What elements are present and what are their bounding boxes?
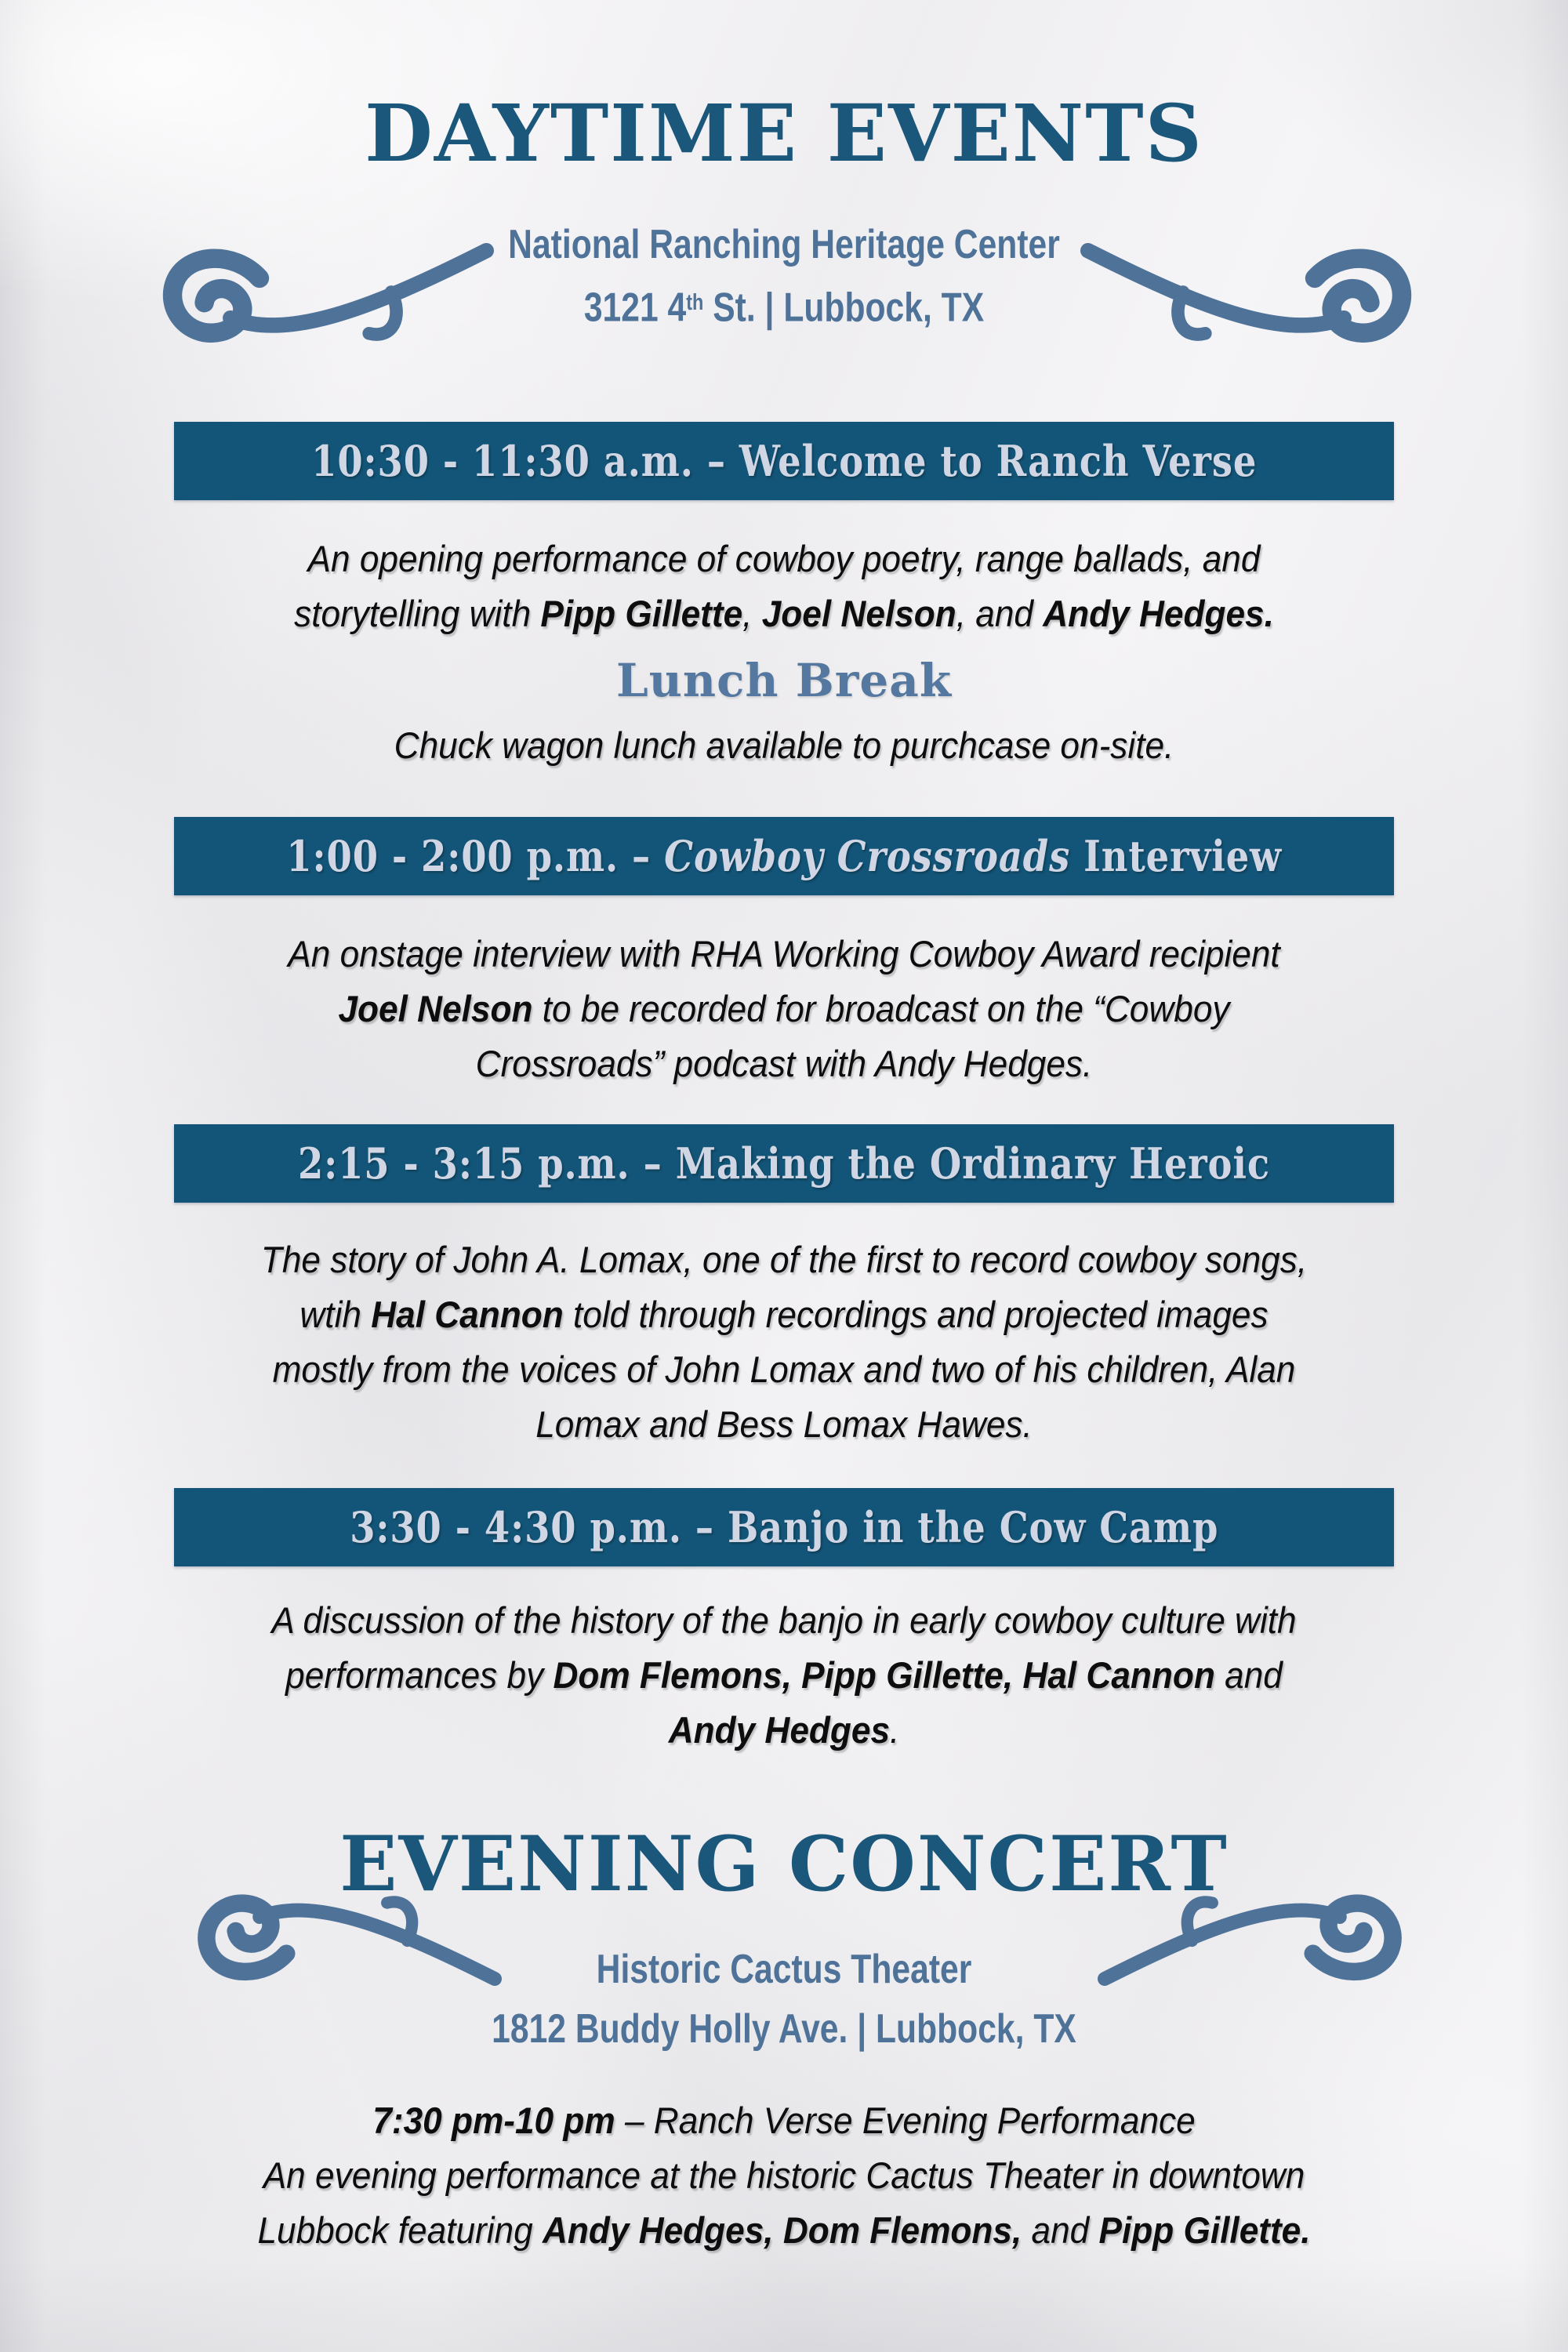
event-banner	[174, 1124, 1394, 1203]
evening-description	[0, 2093, 1568, 2258]
venue-name-text: Historic Cactus Theater	[596, 1947, 972, 1993]
event-banner-text	[219, 1138, 1349, 1189]
text-line: Lubbock featuring Andy Hedges, Dom Flemons, and Pipp Gillette.	[257, 2209, 1311, 2252]
daytime-venue-name	[0, 221, 1568, 268]
event-block-welcome	[0, 422, 1568, 641]
text-line: 7:30 pm-10 pm – Ranch Verse Evening Performance	[372, 2100, 1196, 2142]
lunch-break-note	[0, 718, 1568, 773]
text-line: Lomax and Bess Lomax Hawes.	[535, 1403, 1033, 1446]
text-line: 3121 4th St. | Lubbock, TX	[583, 285, 985, 331]
venue-name-text: National Ranching Heritage Center	[508, 222, 1060, 267]
event-description	[0, 927, 1568, 1091]
event-banner-text	[205, 831, 1363, 881]
event-banner	[174, 817, 1394, 895]
text-line: performances by Dom Flemons, Pipp Gillette, Hal Cannon and	[285, 1654, 1283, 1697]
text-line: 3:30 - 4:30 p.m. – Banjo in the Cow Camp	[349, 1502, 1219, 1553]
text-line: 1812 Buddy Holly Ave. | Lubbock, TX	[492, 2006, 1076, 2053]
text-line: wtih Hal Cannon told through recordings and projected images	[299, 1294, 1269, 1336]
event-block-banjo	[0, 1488, 1568, 1758]
text-line: An onstage interview with RHA Working Cowboy Award recipient	[288, 933, 1280, 975]
evening-venue-name	[0, 1946, 1568, 1993]
event-banner	[174, 1488, 1394, 1566]
event-block-crossroads	[0, 817, 1568, 1091]
event-block-ordinary-heroic	[0, 1124, 1568, 1452]
text-line: mostly from the voices of John Lomax and two of his children, Alan	[272, 1348, 1296, 1391]
lunch-break-block	[0, 655, 1568, 773]
daytime-title: DAYTIME EVENTS	[365, 87, 1203, 180]
text-line: storytelling with Pipp Gillette, Joel Nelson, and Andy Hedges.	[294, 593, 1274, 635]
event-description	[0, 532, 1568, 641]
text-line: A discussion of the history of the banjo in early cowboy culture with	[271, 1599, 1297, 1642]
text-line: 10:30 - 11:30 a.m. – Welcome to Ranch Verse	[310, 436, 1258, 487]
event-banner	[174, 422, 1394, 500]
text-line: Crossroads” podcast with Andy Hedges.	[475, 1043, 1093, 1085]
daytime-venue-address	[0, 278, 1568, 332]
daytime-header	[0, 87, 1568, 332]
lunch-break-heading: Lunch Break	[615, 654, 953, 708]
evening-venue-address	[0, 2004, 1568, 2054]
evening-title: EVENING CONCERT	[339, 1820, 1229, 1909]
text-line: The story of John A. Lomax, one of the first to record cowboy songs,	[260, 1239, 1308, 1281]
event-banner-text	[234, 436, 1334, 486]
event-description	[0, 1593, 1568, 1758]
text-line: 1:00 - 2:00 p.m. – Cowboy Crossroads Interview	[286, 831, 1282, 882]
event-banner-text	[279, 1502, 1290, 1552]
text-line: An evening performance at the historic Cactus Theater in downtown	[263, 2154, 1305, 2197]
text-line: Andy Hedges.	[668, 1709, 900, 1751]
text-line: 2:15 - 3:15 p.m. – Making the Ordinary Heroic	[297, 1138, 1271, 1189]
text-line: Chuck wagon lunch available to purchcase on-site.	[394, 724, 1174, 767]
text-line: Joel Nelson to be recorded for broadcast on the “Cowboy	[338, 988, 1230, 1030]
event-description	[0, 1232, 1568, 1452]
text-line: An opening performance of cowboy poetry, range ballads, and	[307, 538, 1261, 580]
